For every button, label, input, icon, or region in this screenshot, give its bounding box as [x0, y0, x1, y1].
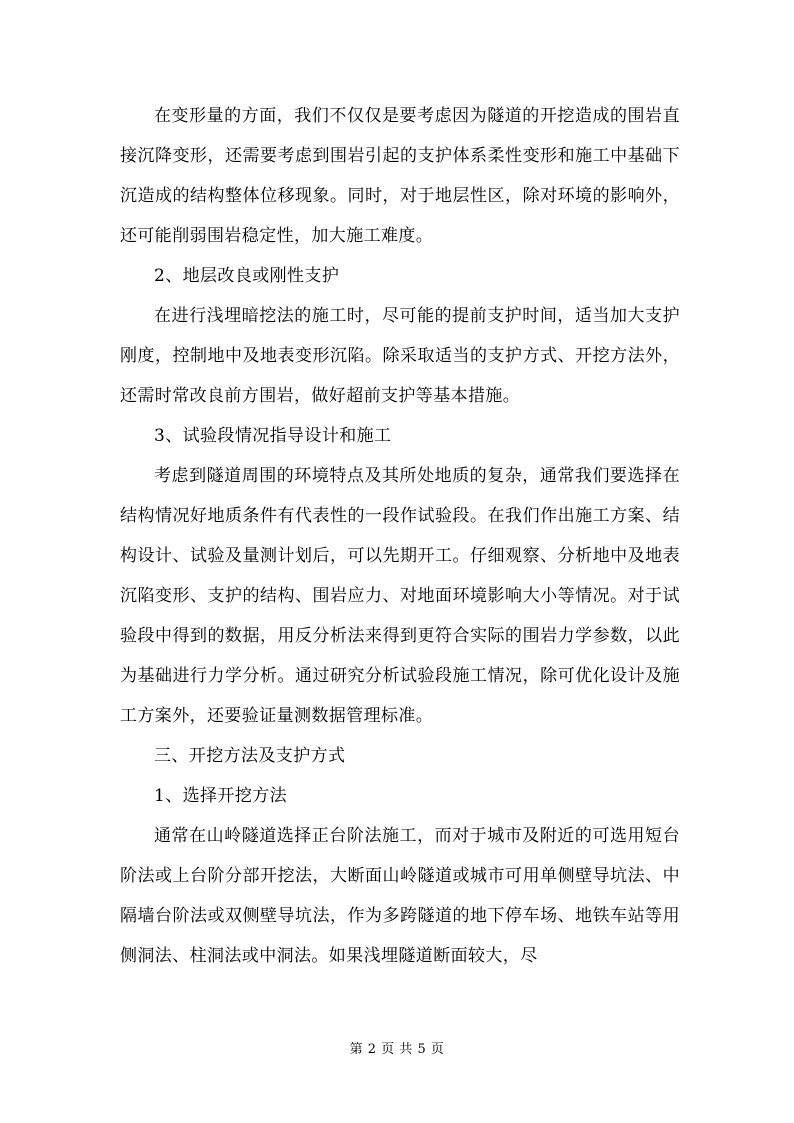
- heading-ground-improvement: 2、地层改良或刚性支护: [154, 266, 340, 286]
- paragraph-ground-improvement: 在进行浅埋暗挖法的施工时，尽可能的提前支护时间，适当加大支护刚度，控制地中及地表变形沉陷。除采取适当的支护方式、开挖方法外，还需时常改良前方围岩，做好超前支护等基本措施。: [120, 306, 680, 406]
- heading-choose-excavation: 1、选择开挖方法: [154, 786, 288, 806]
- heading-test-section: 3、试验段情况指导设计和施工: [154, 426, 392, 446]
- heading-excavation-support: 三、开挖方法及支护方式: [154, 746, 346, 766]
- paragraph-deformation: 在变形量的方面，我们不仅仅是要考虑因为隧道的开挖造成的围岩直接沉降变形，还需要考虑到围岩引起的支护体系柔性变形和施工中基础下沉造成的结构整体位移现象。同时，对于地层性区，除对环境的影响外，还可能削弱围岩稳定性，加大施工难度。: [120, 106, 680, 246]
- paragraph-excavation-methods: 通常在山岭隧道选择正台阶法施工，而对于城市及附近的可选用短台阶法或上台阶分部开挖法，大断面山岭隧道或城市可用单侧壁导坑法、中隔墙台阶法或双侧壁导坑法，作为多跨隧道的地下停车场、地铁车站等用侧洞法、柱洞法或中洞法。如果浅埋隧道断面较大，尽: [120, 826, 680, 966]
- paragraph-test-section: 考虑到隧道周围的环境特点及其所处地质的复杂，通常我们要选择在结构情况好地质条件有代表性的一段作试验段。在我们作出施工方案、结构设计、试验及量测计划后，可以先期开工。仔细观察、分析地中及地表沉陷变形、支护的结构、围岩应力、对地面环境影响大小等情况。对于试验段中得到的数据，用反分析法来得到更符合实际的围岩力学参数，以此为基础进行力学分析。通过研究分析试验段施工情况，除可优化设计及施工方案外，还要验证量测数据管理标准。: [120, 466, 680, 726]
- document-body: [120, 96, 680, 976]
- page-number: 第 2 页 共 5 页: [349, 1042, 445, 1057]
